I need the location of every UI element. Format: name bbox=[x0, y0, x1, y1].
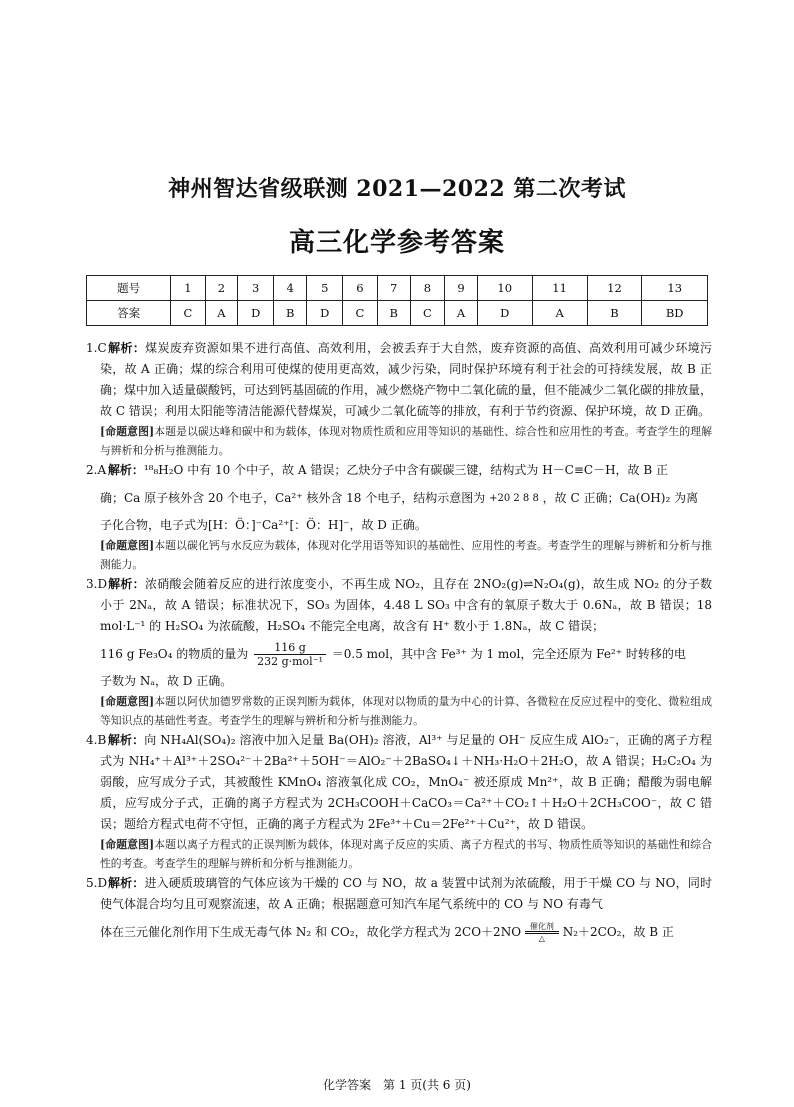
q2-text-line2a: 确；Ca 原子核外含 20 个电子，Ca²⁺ 核外含 18 个电子，结构示意图为 bbox=[100, 491, 486, 505]
question-number-cell: 6 bbox=[343, 276, 377, 301]
q2-text-line2b: ，故 C 正确；Ca(OH)₂ 为离 bbox=[542, 491, 699, 505]
q1-body bbox=[86, 338, 713, 422]
q4-analysis-label: 解析： bbox=[107, 733, 145, 747]
explanation-q3 bbox=[86, 574, 712, 730]
answer-row bbox=[87, 301, 708, 326]
answer-cell: C bbox=[171, 301, 205, 326]
answer-cell: B bbox=[587, 301, 642, 326]
exam-title: 神州智达省级联测 2021—2022 第二次考试 bbox=[168, 176, 626, 202]
q2-text-line1: ¹⁸₈H₂O 中有 10 个中子，故 A 错误；乙炔分子中含有碳碳三键，结构式为 H－C≡C－H，故 B 正 bbox=[143, 463, 669, 477]
q4-number: 4.B bbox=[86, 733, 107, 747]
q3-text2b: ＝0.5 mol，其中含 Fe³⁺ 为 1 mol，完全还原为 Fe²⁺ 时转移的电 bbox=[331, 647, 686, 661]
q2-text-line3: 子化合物，电子式为[H：Ö：]⁻Ca²⁺[：Ö：H]⁻，故 D 正确。 bbox=[100, 518, 427, 532]
question-number-cell: 3 bbox=[238, 276, 274, 301]
catalyst-arrow bbox=[525, 922, 559, 943]
q5-analysis-label: 解析： bbox=[107, 876, 145, 890]
explanation-q2 bbox=[86, 460, 712, 574]
question-number-cell: 10 bbox=[477, 276, 532, 301]
explanations bbox=[86, 338, 712, 949]
question-number-cell: 12 bbox=[587, 276, 642, 301]
question-number-cell: 1 bbox=[171, 276, 205, 301]
q2-intent bbox=[100, 536, 712, 574]
answer-cell: C bbox=[410, 301, 444, 326]
question-number-cell: 9 bbox=[445, 276, 478, 301]
row-label-answer: 答案 bbox=[87, 301, 171, 326]
answer-cell: C bbox=[343, 301, 377, 326]
q4-body bbox=[86, 730, 712, 835]
q3-text2a: 116 g Fe₃O₄ 的物质的量为 bbox=[100, 647, 249, 661]
q3-line3 bbox=[100, 671, 712, 692]
question-number-cell: 11 bbox=[532, 276, 587, 301]
q2-analysis-label: 解析： bbox=[107, 463, 144, 477]
q3-intent bbox=[100, 692, 712, 730]
question-number-cell: 4 bbox=[274, 276, 307, 301]
question-number-cell: 13 bbox=[642, 276, 708, 301]
answer-cell: BD bbox=[642, 301, 708, 326]
q2-line1 bbox=[86, 460, 712, 481]
q1-intent-label: [命题意图] bbox=[100, 425, 155, 438]
question-number-cell: 2 bbox=[205, 276, 238, 301]
q3-line2 bbox=[100, 637, 712, 671]
q2-intent-text: 本题以碳化钙与水反应为载体，体现对化学用语等知识的基础性、应用性的考查。考查学生的理解与辨析和分析与推测能力。 bbox=[100, 539, 713, 571]
q1-analysis-label: 解析： bbox=[108, 341, 146, 355]
q1-intent-text: 本题是以碳达峰和碳中和为载体，体现对物质性质和应用等知识的基础性、综合性和应用性的考查。考查学生的理解与辨析和分析与推测能力。 bbox=[100, 425, 713, 457]
q2-line2 bbox=[100, 481, 712, 515]
explanation-q5 bbox=[86, 873, 712, 949]
q3-intent-label: [命题意图] bbox=[100, 695, 155, 708]
q5-line2 bbox=[100, 915, 712, 949]
q5-text2a: 体在三元催化剂作用下生成无毒气体 N₂ 和 CO₂，故化学方程式为 2CO＋2NO bbox=[100, 925, 522, 939]
ca-ion-structure-diagram: +20 2 8 8 bbox=[489, 492, 539, 504]
catalyst-label: 催化剂 bbox=[529, 922, 554, 931]
q3-line1 bbox=[86, 574, 712, 637]
q2-number: 2.A bbox=[86, 463, 107, 477]
q3-number: 3.D bbox=[86, 577, 108, 591]
question-number-cell: 8 bbox=[410, 276, 444, 301]
answer-cell: A bbox=[532, 301, 587, 326]
q4-intent-label: [命题意图] bbox=[100, 838, 155, 851]
q5-number: 5.D bbox=[86, 876, 108, 890]
answer-cell: A bbox=[445, 301, 478, 326]
answer-cell: D bbox=[477, 301, 532, 326]
q3-text3: 子数为 Nₐ，故 D 正确。 bbox=[100, 674, 233, 688]
fraction-denominator: 232 g·mol⁻¹ bbox=[257, 655, 323, 668]
row-label-number: 题号 bbox=[87, 276, 171, 301]
explanation-q4 bbox=[86, 730, 712, 873]
q4-intent-text: 本题以离子方程式的正误判断为载体，体现对离子反应的实质、离子方程式的书写、物质性质等知识的基础性和综合性的考查。考查学生的理解与辨析和分析与推测能力。 bbox=[100, 838, 713, 870]
molar-fraction bbox=[254, 641, 326, 668]
answer-key-title: 高三化学参考答案 bbox=[288, 228, 505, 258]
question-number-cell: 7 bbox=[377, 276, 410, 301]
page-footer: 化学答案 第 1 页(共 6 页) bbox=[323, 1078, 471, 1092]
answer-cell: A bbox=[205, 301, 238, 326]
answer-table bbox=[86, 275, 708, 326]
answer-cell: D bbox=[238, 301, 274, 326]
q2-intent-label: [命题意图] bbox=[100, 539, 155, 552]
question-number-row bbox=[87, 276, 708, 301]
question-number-cell: 5 bbox=[307, 276, 343, 301]
fraction-numerator: 116 g bbox=[254, 641, 326, 655]
q3-intent-text: 本题以阿伏加德罗常数的正误判断为载体，体现对以物质的量为中心的计算、各微粒在反应过程中的变化、微粒组成等知识点的基础性考查。考查学生的理解与辨析和分析与推测能力。 bbox=[100, 695, 713, 727]
answer-cell: B bbox=[377, 301, 410, 326]
q5-text1: 进入硬质玻璃管的气体应该为干燥的 CO 与 NO，故 a 装置中试剂为浓硫酸，用于干燥 CO 与 NO，同时使气体混合均匀且可观察流速，故 A 正确；根据题意可知汽车尾气系统中的 CO 与 NO 有毒气 bbox=[100, 876, 712, 911]
q4-intent bbox=[100, 835, 712, 873]
answer-cell: B bbox=[274, 301, 307, 326]
q2-line3 bbox=[100, 515, 712, 536]
explanation-q1 bbox=[86, 338, 712, 460]
q5-text2b: N₂＋2CO₂，故 B 正 bbox=[562, 925, 674, 939]
q1-text: 煤炭废弃资源如果不进行高值、高效利用，会被丢弃于大自然，废弃资源的高值、高效利用可减少环境污染，故 A 正确；煤的综合利用可使煤的使用更高效，减少污染，同时保护环境有利于社会的可持续发展，故 B 正确；煤中加入适量碳酸钙，可达到钙基固硫的作用，减少燃烧产物中二氧化硫的量，但不能减少二氧化碳的排放量，故 C 错误；利用太阳能等清洁能源代替煤炭，可减少二氧化硫等的排放，有利于节约资源、保护环境，故 D 正确。 bbox=[100, 341, 713, 418]
q3-analysis-label: 解析： bbox=[108, 577, 145, 591]
q3-text1: 浓硝酸会随着反应的进行浓度变小，不再生成 NO₂，且存在 2NO₂(g)⇌N₂O₄(g)，故生成 NO₂ 的分子数小于 2Nₐ，故 A 错误；标准状况下，SO₃ 为固体，4.48 L SO₃ 中含有的氧原子数大于 0.6Nₐ，故 B 错误；18 mol·L⁻¹ 的 H₂SO₄ 为浓硫酸，H₂SO₄ 不能完全电离，故含有 H⁺ 数小于 1.8Nₐ，故 C 错误； bbox=[100, 577, 712, 633]
q1-number: 1.C bbox=[86, 341, 107, 355]
q1-intent bbox=[100, 422, 712, 460]
heat-symbol: △ bbox=[538, 934, 545, 943]
answer-cell: D bbox=[307, 301, 343, 326]
q5-line1 bbox=[86, 873, 712, 915]
q4-text: 向 NH₄Al(SO₄)₂ 溶液中加入足量 Ba(OH)₂ 溶液，Al³⁺ 与足量的 OH⁻ 反应生成 AlO₂⁻，正确的离子方程式为 NH₄⁺＋Al³⁺＋2SO₄²⁻＋2Ba²⁺＋5OH⁻＝AlO₂⁻＋2BaSO₄↓＋NH₃·H₂O＋2H₂O，故 A 错误；H₂C₂O₄ 为弱酸，应写成分子式，其被酸性 KMnO₄ 溶液氧化成 CO₂，MnO₄⁻ 被还原成 Mn²⁺，故 B 正确；醋酸为弱电解质，应写成分子式，正确的离子方程式为 2CH₃COOH＋CaCO₃＝Ca²⁺＋CO₂↑＋H₂O＋2CH₃COO⁻，故 C 错误；题给方程式电荷不守恒，正确的离子方程式为 2Fe³⁺＋Cu＝2Fe²⁺＋Cu²⁺，故 D 错误。 bbox=[100, 733, 712, 831]
